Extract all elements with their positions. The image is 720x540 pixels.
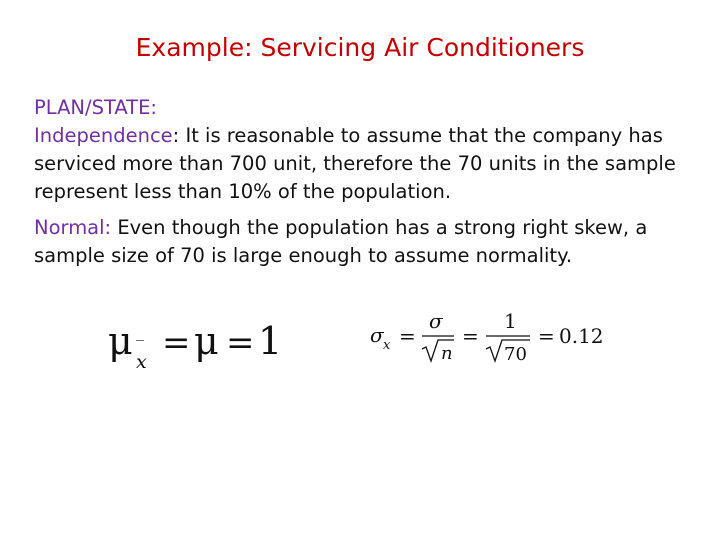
- normal-term: Normal:: [34, 216, 112, 239]
- slide-body: [34, 94, 694, 270]
- sd-subscript-x: x: [383, 338, 391, 353]
- mean-formula: [108, 316, 288, 372]
- sd-equals-3: =: [538, 324, 555, 348]
- normal-text: Even though the population has a strong right skew, a sample size of 70 is large enough to assume normality.: [34, 216, 648, 267]
- plan-state-heading: PLAN/STATE:: [34, 96, 157, 119]
- sd-numerator-one: 1: [504, 309, 517, 333]
- sd-equals-2: =: [462, 324, 479, 348]
- sd-denominator-seventy: 70: [504, 344, 527, 365]
- mean-value: 1: [258, 319, 283, 363]
- mean-equals-2: =: [226, 323, 255, 363]
- standard-deviation-formula: [368, 304, 618, 374]
- mean-equals-1: =: [162, 323, 191, 363]
- independence-text: : It is reasonable to assume that the company has serviced more than 700 unit, therefore the 70 units in the sample represent less than 10% of the population.: [34, 124, 676, 203]
- mean-mu-symbol: μ: [108, 319, 133, 363]
- slide-title: Example: Servicing Air Conditioners: [135, 33, 585, 62]
- mean-subscript-x: x: [136, 351, 147, 372]
- mean-subscript-bar: ‾: [136, 337, 144, 356]
- sd-sigma-symbol: σ: [370, 323, 384, 347]
- normal-paragraph: [34, 214, 694, 270]
- sd-numerator-sigma: σ: [429, 309, 443, 333]
- sd-equals-1: =: [399, 324, 416, 348]
- sd-value: 0.12: [559, 324, 604, 348]
- sd-denominator-n: n: [441, 343, 453, 364]
- independence-term: Independence: [34, 124, 173, 147]
- mean-mu-2: μ: [194, 319, 219, 363]
- independence-paragraph: [34, 122, 694, 206]
